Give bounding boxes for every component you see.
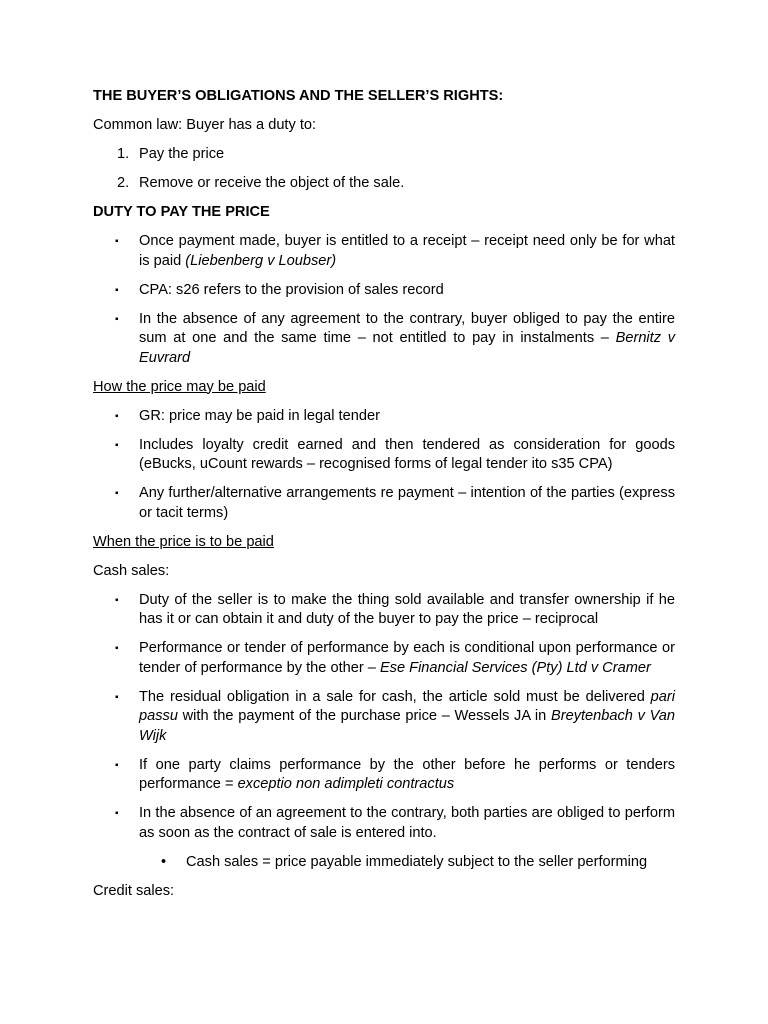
bullet-text: In the absence of an agreement to the contrary, both parties are obliged to perform as soon as the contract of sale is entered into. — [139, 805, 675, 841]
bullet-text: CPA: s26 refers to the provision of sales record — [139, 281, 444, 298]
square-bullet-icon: ▪ — [115, 284, 119, 296]
document-body — [93, 87, 675, 911]
bullet-text: In the absence of any agreement to the contrary, buyer obliged to pay the entire sum at one and the same time – not entitled to pay in instalments – — [139, 310, 675, 346]
square-bullet-icon: ▪ — [115, 759, 119, 771]
latin-term: pari passu — [139, 688, 675, 724]
bullet-item — [93, 756, 675, 795]
square-bullet-icon: ▪ — [115, 808, 119, 819]
cash-sales-label: Cash sales: — [93, 562, 170, 579]
bullet-text: The residual obligation in a sale for cash, the article sold must be delivered — [139, 688, 651, 705]
bullet-item — [93, 281, 675, 301]
bullet-item — [93, 639, 675, 678]
square-bullet-icon: ▪ — [115, 236, 119, 247]
square-bullet-icon: ▪ — [115, 594, 119, 606]
list-item — [93, 174, 675, 194]
dot-bullet-icon: • — [161, 853, 167, 870]
bullet-text: If one party claims performance by the other before he performs or tenders performance = — [139, 756, 675, 792]
list-number: 1. — [117, 146, 130, 162]
bullet-item — [93, 591, 675, 630]
main-heading: THE BUYER’S OBLIGATIONS AND THE SELLER’S RIGHTS: — [93, 88, 504, 104]
square-bullet-icon: ▪ — [115, 439, 119, 451]
list-item-text: Pay the price — [139, 146, 225, 162]
how-heading: How the price may be paid — [93, 378, 266, 395]
when-heading: When the price is to be paid — [93, 533, 274, 550]
square-bullet-icon: ▪ — [115, 313, 119, 325]
bullet-item — [93, 310, 675, 369]
square-bullet-icon: ▪ — [115, 488, 119, 499]
bullet-item — [93, 232, 675, 271]
square-bullet-icon: ▪ — [115, 410, 119, 422]
list-number: 2. — [117, 175, 130, 191]
common-law-line: Common law: Buyer has a duty to: — [93, 117, 317, 133]
bullet-text: Duty of the seller is to make the thing sold available and transfer ownership if he has it or can obtain it and duty of the buyer to pay the price – reciprocal — [139, 591, 675, 627]
square-bullet-icon: ▪ — [115, 643, 119, 654]
bullet-item — [93, 436, 675, 475]
bullet-item — [93, 804, 675, 843]
bullet-item — [93, 407, 675, 427]
bullet-text: GR: price may be paid in legal tender — [139, 407, 380, 424]
bullet-text: Any further/alternative arrangements re payment – intention of the parties (express or tacit terms) — [139, 485, 675, 521]
case-citation: Breytenbach v Van Wijk — [139, 708, 675, 744]
duties-list — [93, 145, 675, 194]
bullet-text: Performance or tender of performance by each is conditional upon performance or tender of performance by the other – — [139, 640, 675, 676]
square-bullet-icon: ▪ — [115, 691, 119, 703]
sub-bullet-text: Cash sales = price payable immediately subject to the seller performing — [186, 853, 648, 870]
bullet-text: Once payment made, buyer is entitled to a receipt – receipt need only be for what is paid — [139, 233, 675, 269]
bullet-text: with the payment of the purchase price – Wessels JA in — [177, 708, 551, 724]
credit-sales-label: Credit sales: — [93, 882, 175, 899]
list-item-text: Remove or receive the object of the sale. — [139, 175, 405, 191]
case-citation: (Liebenberg v Loubser) — [185, 252, 337, 269]
bullet-item — [93, 484, 675, 523]
list-item — [93, 145, 675, 165]
duty-heading: DUTY TO PAY THE PRICE — [93, 204, 270, 220]
bullet-item — [93, 688, 675, 747]
bullet-text: Includes loyalty credit earned and then tendered as consideration for goods (eBucks, uCount rewards – recognised forms of legal tender ito s35 CPA) — [139, 436, 675, 472]
case-citation: Bernitz v Euvrard — [139, 330, 676, 366]
case-citation: Ese Financial Services (Pty) Ltd v Cramer — [379, 659, 651, 676]
latin-term: exceptio non adimpleti contractus — [237, 776, 455, 792]
sub-bullet-item — [93, 853, 675, 873]
